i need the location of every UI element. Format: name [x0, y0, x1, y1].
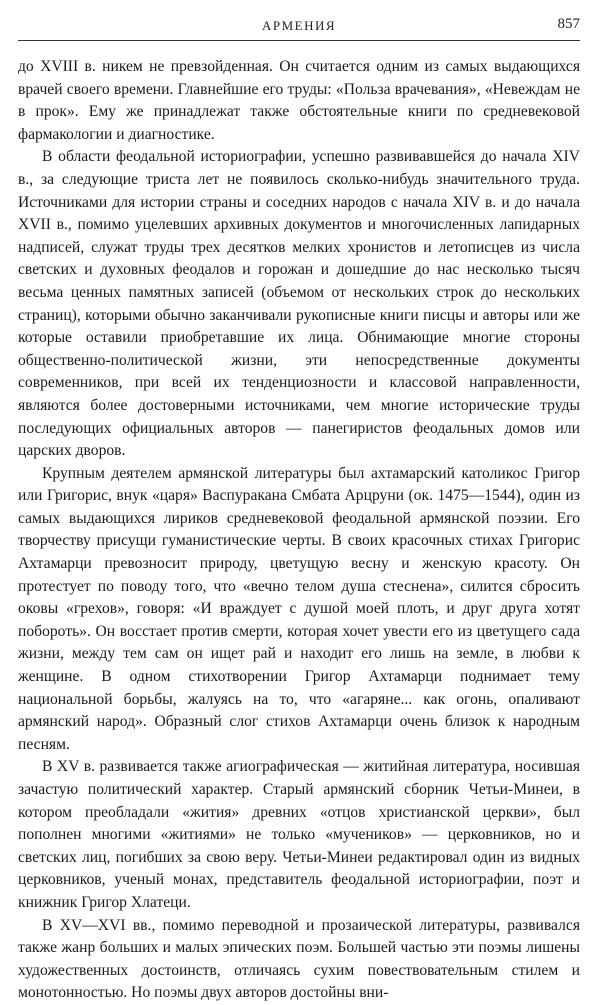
page-number: 857	[557, 16, 580, 32]
body-text	[18, 56, 580, 1005]
page-header	[18, 14, 580, 41]
paragraph-epic-poems: В XV—XVI вв., помимо переводной и прозаической литературы, развивался также жанр больших и малых эпических поэм. Большей частью эти поэмы лишены художественных достоинств, отличаясь сухим повествовательным стилем и монотонностью. Но поэмы двух авторов достойны вни-	[18, 916, 580, 1002]
paragraph-hagiography: В XV в. развивается также агиографическая — житийная литература, носившая зачастую политический характер. Старый армянский сборник Четьи-Минеи, в котором преобладали «жития» древних «отцов христианской церкви», был пополнен многими «житиями» не только «мучеников» — церковников, но и светских лиц, погибших за свою веру. Четьи-Минеи редактировал один из видных церковников, ученый монах, представитель феодальной историографии, поэт и книжник Григор Хлатеци.	[18, 758, 580, 911]
paragraph-grigor-akhtamartsi: Крупным деятелем армянской литературы был ахтамарский католикос Григор или Григорис, внук «царя» Васпуракана Смбата Арцруни (ок. 1475—1544), один из самых выдающихся лириков средневековой феодальной армянской поэзии. Его творчеству присущи гуманистические черты. В своих красочных стихах Григорис Ахтамарци превозносит природу, цветущую весну и женскую красоту. Он протестует по поводу того, что «вечно телом душа стеснена», силится сбросить оковы «грехов», говоря: «И враждует с душой моей плоть, и друг друга хотят побороть». Он восстает против смерти, которая хочет увести его из цветущего сада жизни, между тем сам он ищет рай и находит его лишь на земле, в любви к женщине. В одном стихотворении Григор Ахтамарци поднимает тему национальной борьбы, жалуясь на то, что «агаряне... как огонь, опаливают армянский народ». Образный слог стихов Ахтамарци очень близок к народным песням.	[18, 464, 580, 753]
running-title: АРМЕНИЯ	[261, 18, 337, 33]
paragraph-historiography: В области феодальной историографии, успешно развивавшейся до начала XIV в., за следующие триста лет не появилось сколько-нибудь значительного труда. Источниками для истории страны и соседних народов с начала XIV в. и до начала XVII в., помимо уцелевших архивных документов и многочисленных лапидарных надписей, служат труды трех десятков мелких хронистов и летописцев из числа светских и духовных феодалов и горожан и дошедшие до нас несколько тысяч весьма ценных памятных записей (объемом от нескольких строк до нескольких страниц), которыми обычно заканчивали рукописные книги писцы и авторы или же которые оставили приобретавшие их лица. Обнимающие многие стороны общественно-политической жизни, эти непосредственные документы современников, при всей их тенденциозности и классовой направленности, являются более достоверными источниками, чем многие исторические труды последующих официальных авторов — панегиристов феодальных домов или царских дворов.	[18, 148, 580, 460]
paragraph-continuation: до XVIII в. никем не превзойденная. Он считается одним из самых выдающихся врачей своего времени. Главнейшие его труды: «Польза врачевания», «Невеждам не в прок». Ему же принадлежат также обстоятельные книги по средневековой фармакологии и диагностике.	[18, 58, 580, 143]
